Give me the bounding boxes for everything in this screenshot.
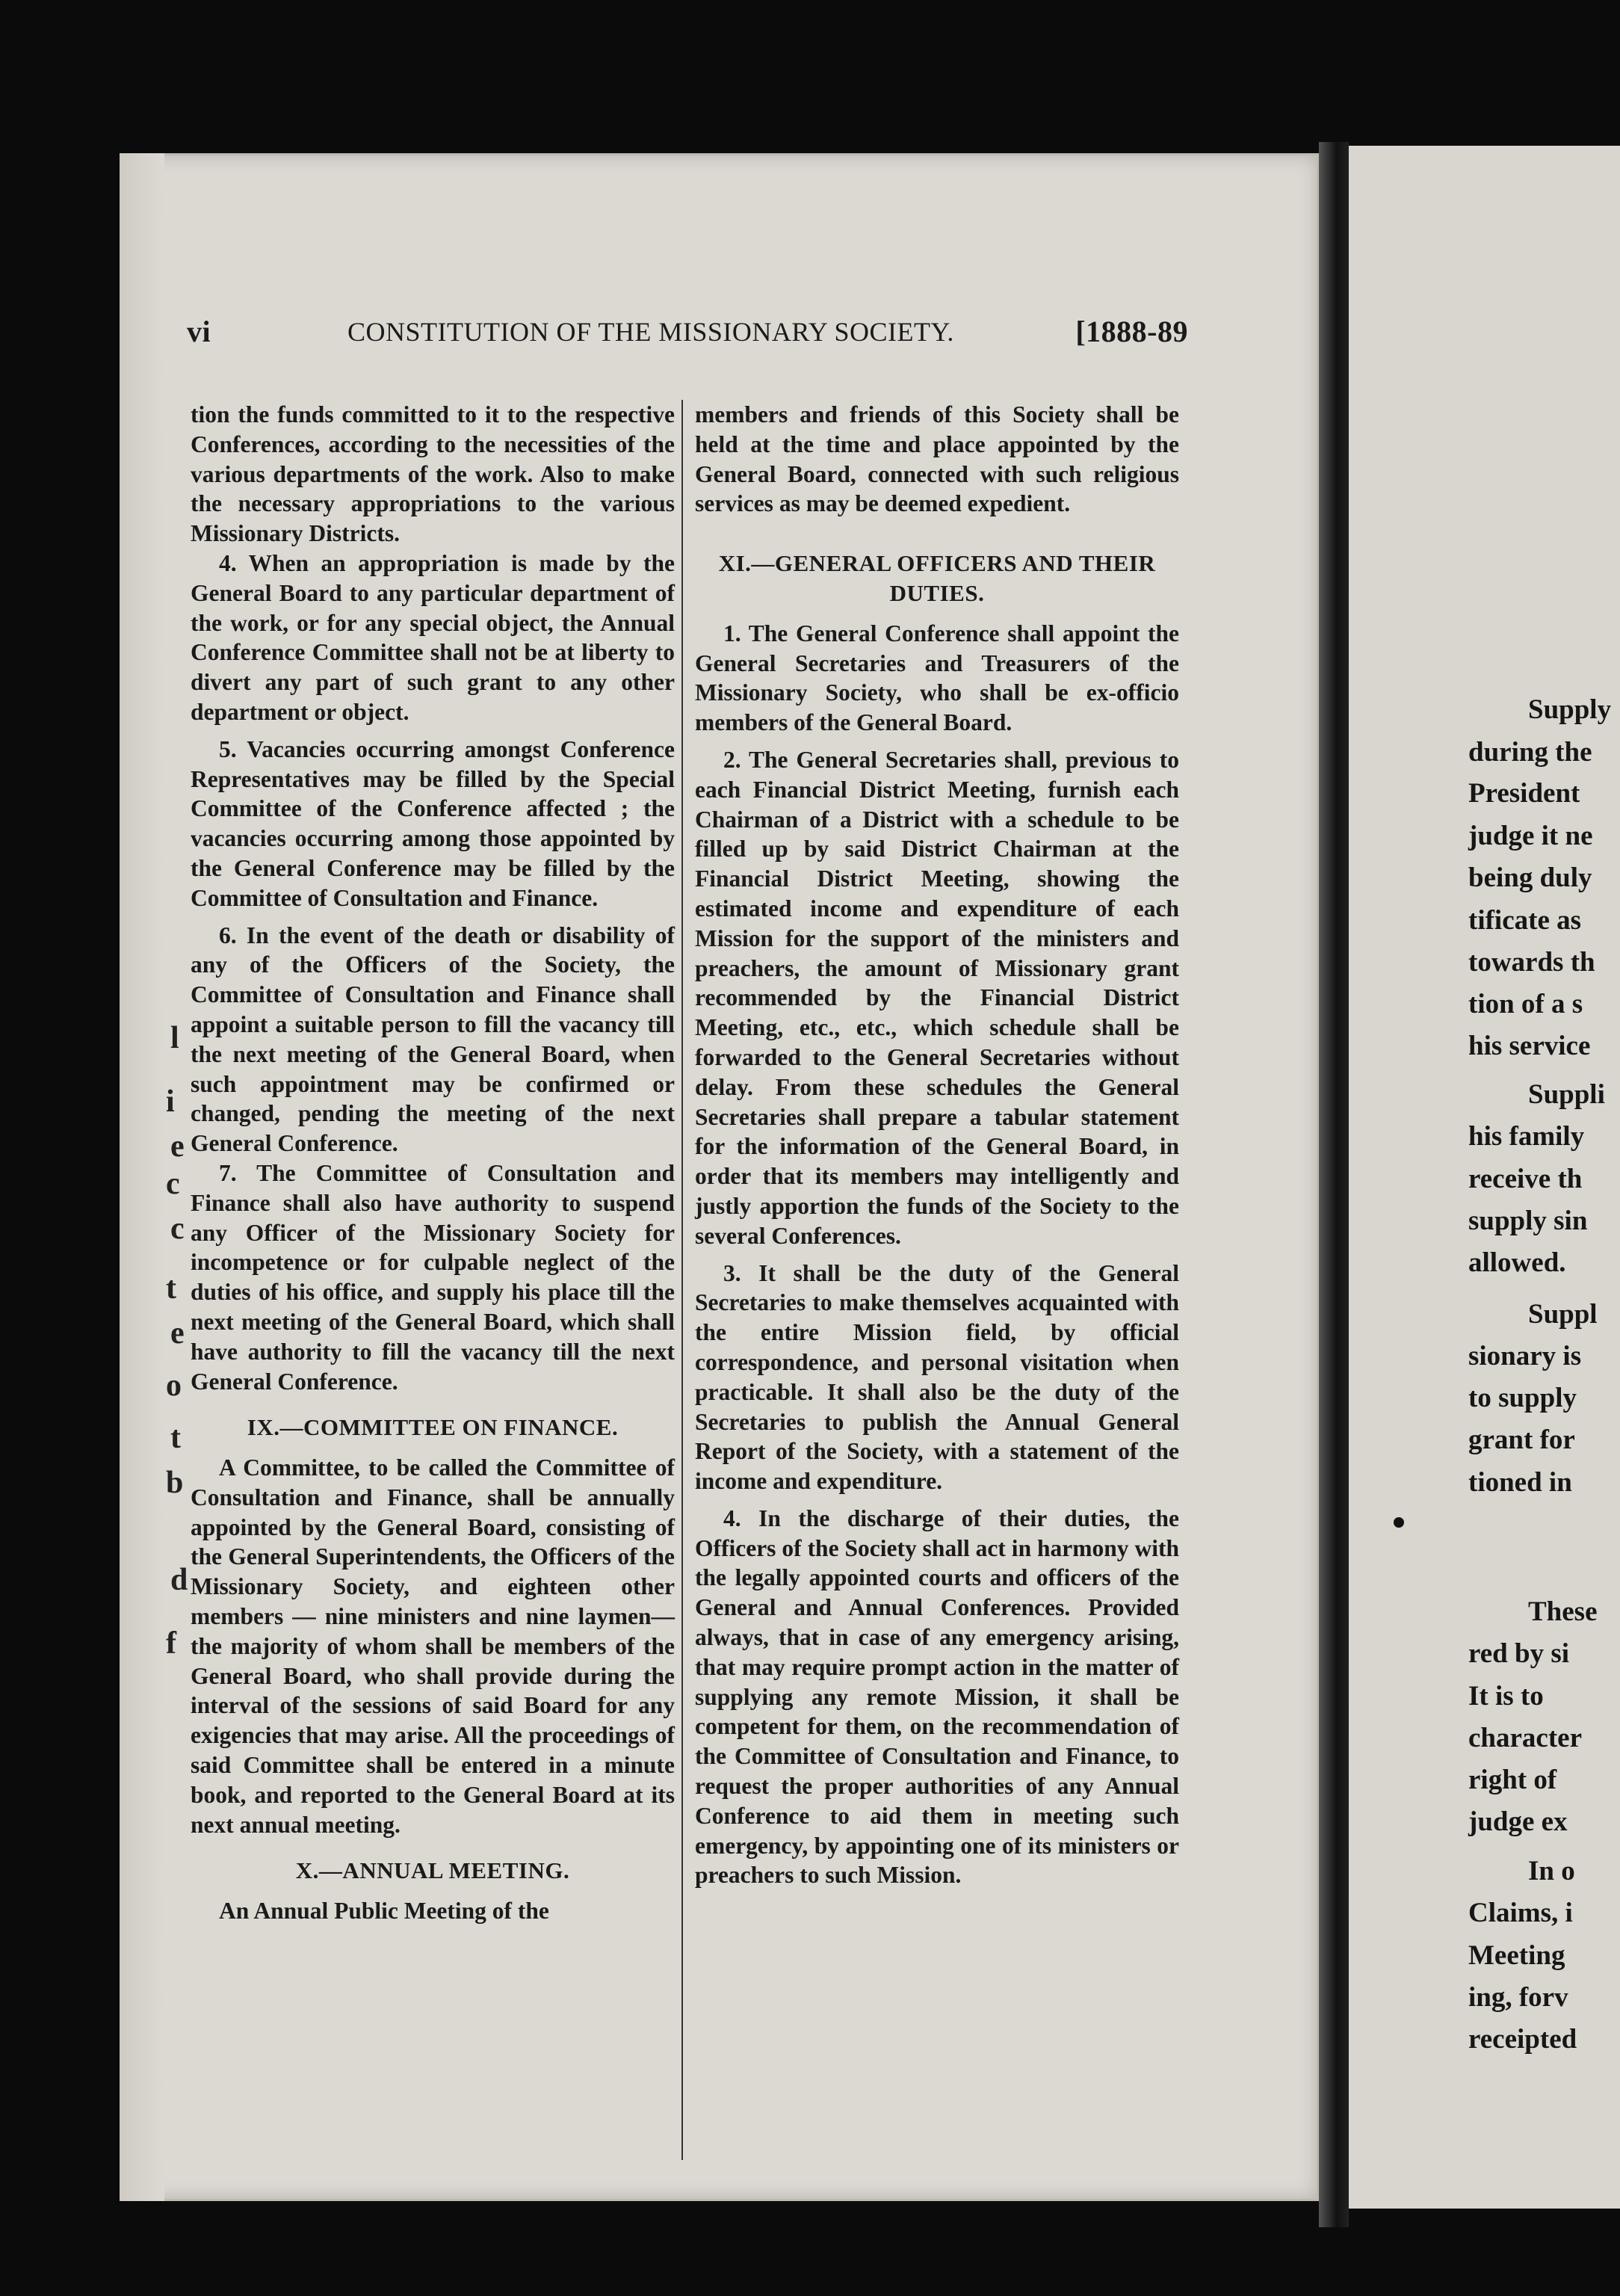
margin-letter: i <box>166 1084 175 1119</box>
facing-text-fragment: In o <box>1528 1856 1575 1886</box>
facing-text-fragment: judge ex <box>1468 1806 1568 1837</box>
facing-text-fragment: Suppl <box>1528 1299 1598 1330</box>
margin-letter: t <box>166 1271 176 1306</box>
paragraph-5: 5. Vacancies occurring amongst Conference Representatives may be filled by the Special Committee of the Conference affected ; the vacancies occurring among those appointed by the General Conference may be filled by the Committee of Consultation and Finance. <box>191 735 675 911</box>
paragraph-continued: tion the funds committed to it to the respective Conferences, according to the necessities of the various departments of the work. Also to make the necessary appropriations to the various Missionary Districts. <box>191 401 675 547</box>
facing-text-fragment: Suppli <box>1528 1079 1605 1110</box>
facing-text-fragment: Claims, i <box>1468 1898 1573 1928</box>
binding-gutter <box>1319 142 1349 2227</box>
ink-spot <box>1394 1517 1404 1528</box>
margin-letter: c <box>166 1167 180 1201</box>
running-year: [1888-89 <box>1075 315 1188 348</box>
running-head <box>187 314 1188 359</box>
heading-section-ix: IX.—COMMITTEE ON FINANCE. <box>247 1414 619 1441</box>
page-number: vi <box>187 315 211 348</box>
heading-section-xi: XI.—GENERAL OFFICERS AND THEIR DUTIES. <box>718 550 1156 606</box>
margin-letter: d <box>170 1563 188 1597</box>
facing-text-fragment: right of <box>1468 1765 1557 1795</box>
left-column <box>191 400 675 1926</box>
margin-letter: f <box>166 1626 176 1661</box>
facing-text-fragment: his service <box>1468 1031 1591 1061</box>
facing-text-fragment: red by si <box>1468 1638 1570 1669</box>
facing-text-fragment: his family <box>1468 1121 1585 1152</box>
margin-letter: b <box>166 1466 184 1500</box>
facing-text-fragment: ing, forv <box>1468 1982 1568 2013</box>
facing-text-fragment: allowed. <box>1468 1247 1566 1278</box>
facing-text-fragment: sionary is <box>1468 1341 1582 1371</box>
margin-letter: o <box>166 1368 182 1403</box>
page-edge <box>120 153 164 2201</box>
facing-text-fragment: being duly <box>1468 862 1592 893</box>
facing-text-fragment: tion of a s <box>1468 989 1583 1019</box>
facing-text-fragment: President <box>1468 778 1580 809</box>
facing-text-fragment: towards th <box>1468 947 1595 978</box>
paragraph-4: 4. When an appropriation is made by the General Board to any particular department of the work, or for any special object, the Annual Conference Committee shall not be at liberty to divert any part of such grant to any other department or object. <box>191 549 675 725</box>
facing-text-fragment: Supply <box>1528 694 1612 725</box>
facing-page <box>1349 146 1620 2209</box>
section-ix-text: A Committee, to be called the Committee of Consultation and Finance, shall be annually appointed by the General Board, consisting of the General Superintendents, the Officers of the Missionary Society, and eighteen other members — nine ministers and nine laymen—the majority of whom shall be members of the General Board, who shall provide during the interval of the sessions of said Board for any exigencies that may arise. All the proceedings of said Committee shall be entered in a minute book, and reported to the General Board at its next annual meeting. <box>191 1454 675 1838</box>
xi-paragraph-4: 4. In the discharge of their duties, the Officers of the Society shall act in harmony with the legally appointed courts and officers of the General and Annual Conferences. Provided always, that in case of any emergency arising, that may require prompt action in the matter of supplying any remote Mission, it shall be competent for them, on the recommendation of the Committee of Consultation and Finance, to request the proper authorities of any Annual Conference to aid them in meeting such emergency, by appointing one of its ministers or preachers to such Mission. <box>695 1505 1179 1889</box>
margin-letter: e <box>170 1129 185 1164</box>
heading-section-x: X.—ANNUAL MEETING. <box>295 1857 570 1884</box>
section-x-text-start: An Annual Public Meeting of the <box>219 1898 549 1925</box>
facing-text-fragment: receive th <box>1468 1164 1583 1194</box>
xi-paragraph-2: 2. The General Secretaries shall, previous to each Financial District Meeting, furnish each Chairman of a District with a schedule to be filled up by said District Chairman at the Financial District Meeting, showing the estimated income and expenditure of each Mission for the support of the ministers and preachers, the amount of Missionary grant recommended by the Financial District Meeting, etc., etc., which schedule shall be forwarded to the General Secretaries without delay. From these schedules the General Secretaries shall prepare a tabular statement for the information of the General Board, in order that its members may intelligently and justly apportion the funds of the Society to the several Conferences. <box>695 746 1179 1249</box>
column-divider <box>681 400 683 2160</box>
margin-letter: c <box>170 1212 185 1246</box>
margin-letter: e <box>170 1316 185 1351</box>
facing-page-text <box>1349 146 1620 2209</box>
margin-letter: l <box>170 1021 179 1055</box>
facing-text-fragment: receipted <box>1468 2024 1577 2055</box>
facing-text-fragment: during the <box>1468 737 1592 768</box>
section-x-text-end: members and friends of this Society shall be held at the time and place appointed by the General Board, connected with such religious services as may be deemed expedient. <box>695 401 1179 517</box>
facing-text-fragment: tioned in <box>1468 1467 1572 1498</box>
facing-text-fragment: character <box>1468 1723 1583 1753</box>
facing-text-fragment: Meeting <box>1468 1940 1565 1971</box>
margin-letter: t <box>170 1421 181 1455</box>
facing-text-fragment: to supply <box>1468 1383 1577 1413</box>
facing-text-fragment: These <box>1528 1596 1598 1627</box>
facing-text-fragment: grant for <box>1468 1425 1575 1455</box>
paragraph-7: 7. The Committee of Consultation and Finance shall also have authority to suspend any Officer of the Missionary Society for incompetence or for culpable neglect of the duties of his office, and supply his place till the next meeting of the General Board, which shall have authority to fill the vacancy till the next General Conference. <box>191 1159 675 1395</box>
right-column <box>695 400 1179 1890</box>
facing-text-fragment: supply sin <box>1468 1206 1588 1236</box>
xi-paragraph-3: 3. It shall be the duty of the General Secretaries to make themselves acquainted with the entire Mission field, by official correspondence, and personal visitation when practicable. It shall also be the duty of the Secretaries to publish the Annual General Report of the Society, with a statement of the income and expenditure. <box>695 1259 1179 1495</box>
xi-paragraph-1: 1. The General Conference shall appoint the General Secretaries and Treasurers of the Missionary Society, who shall be ex-officio members of the General Board. <box>695 620 1179 736</box>
facing-text-fragment: It is to <box>1468 1681 1544 1712</box>
facing-text-fragment: tificate as <box>1468 905 1582 936</box>
paragraph-6: 6. In the event of the death or disability of any of the Officers of the Society, the Committee of Consultation and Finance shall appoint a suitable person to fill the vacancy till the next meeting of the General Board, when such appointment may be confirmed or changed, pending the meeting of the next General Conference. <box>191 922 675 1157</box>
facing-text-fragment: judge it ne <box>1468 821 1593 851</box>
running-title: CONSTITUTION OF THE MISSIONARY SOCIETY. <box>347 317 954 347</box>
